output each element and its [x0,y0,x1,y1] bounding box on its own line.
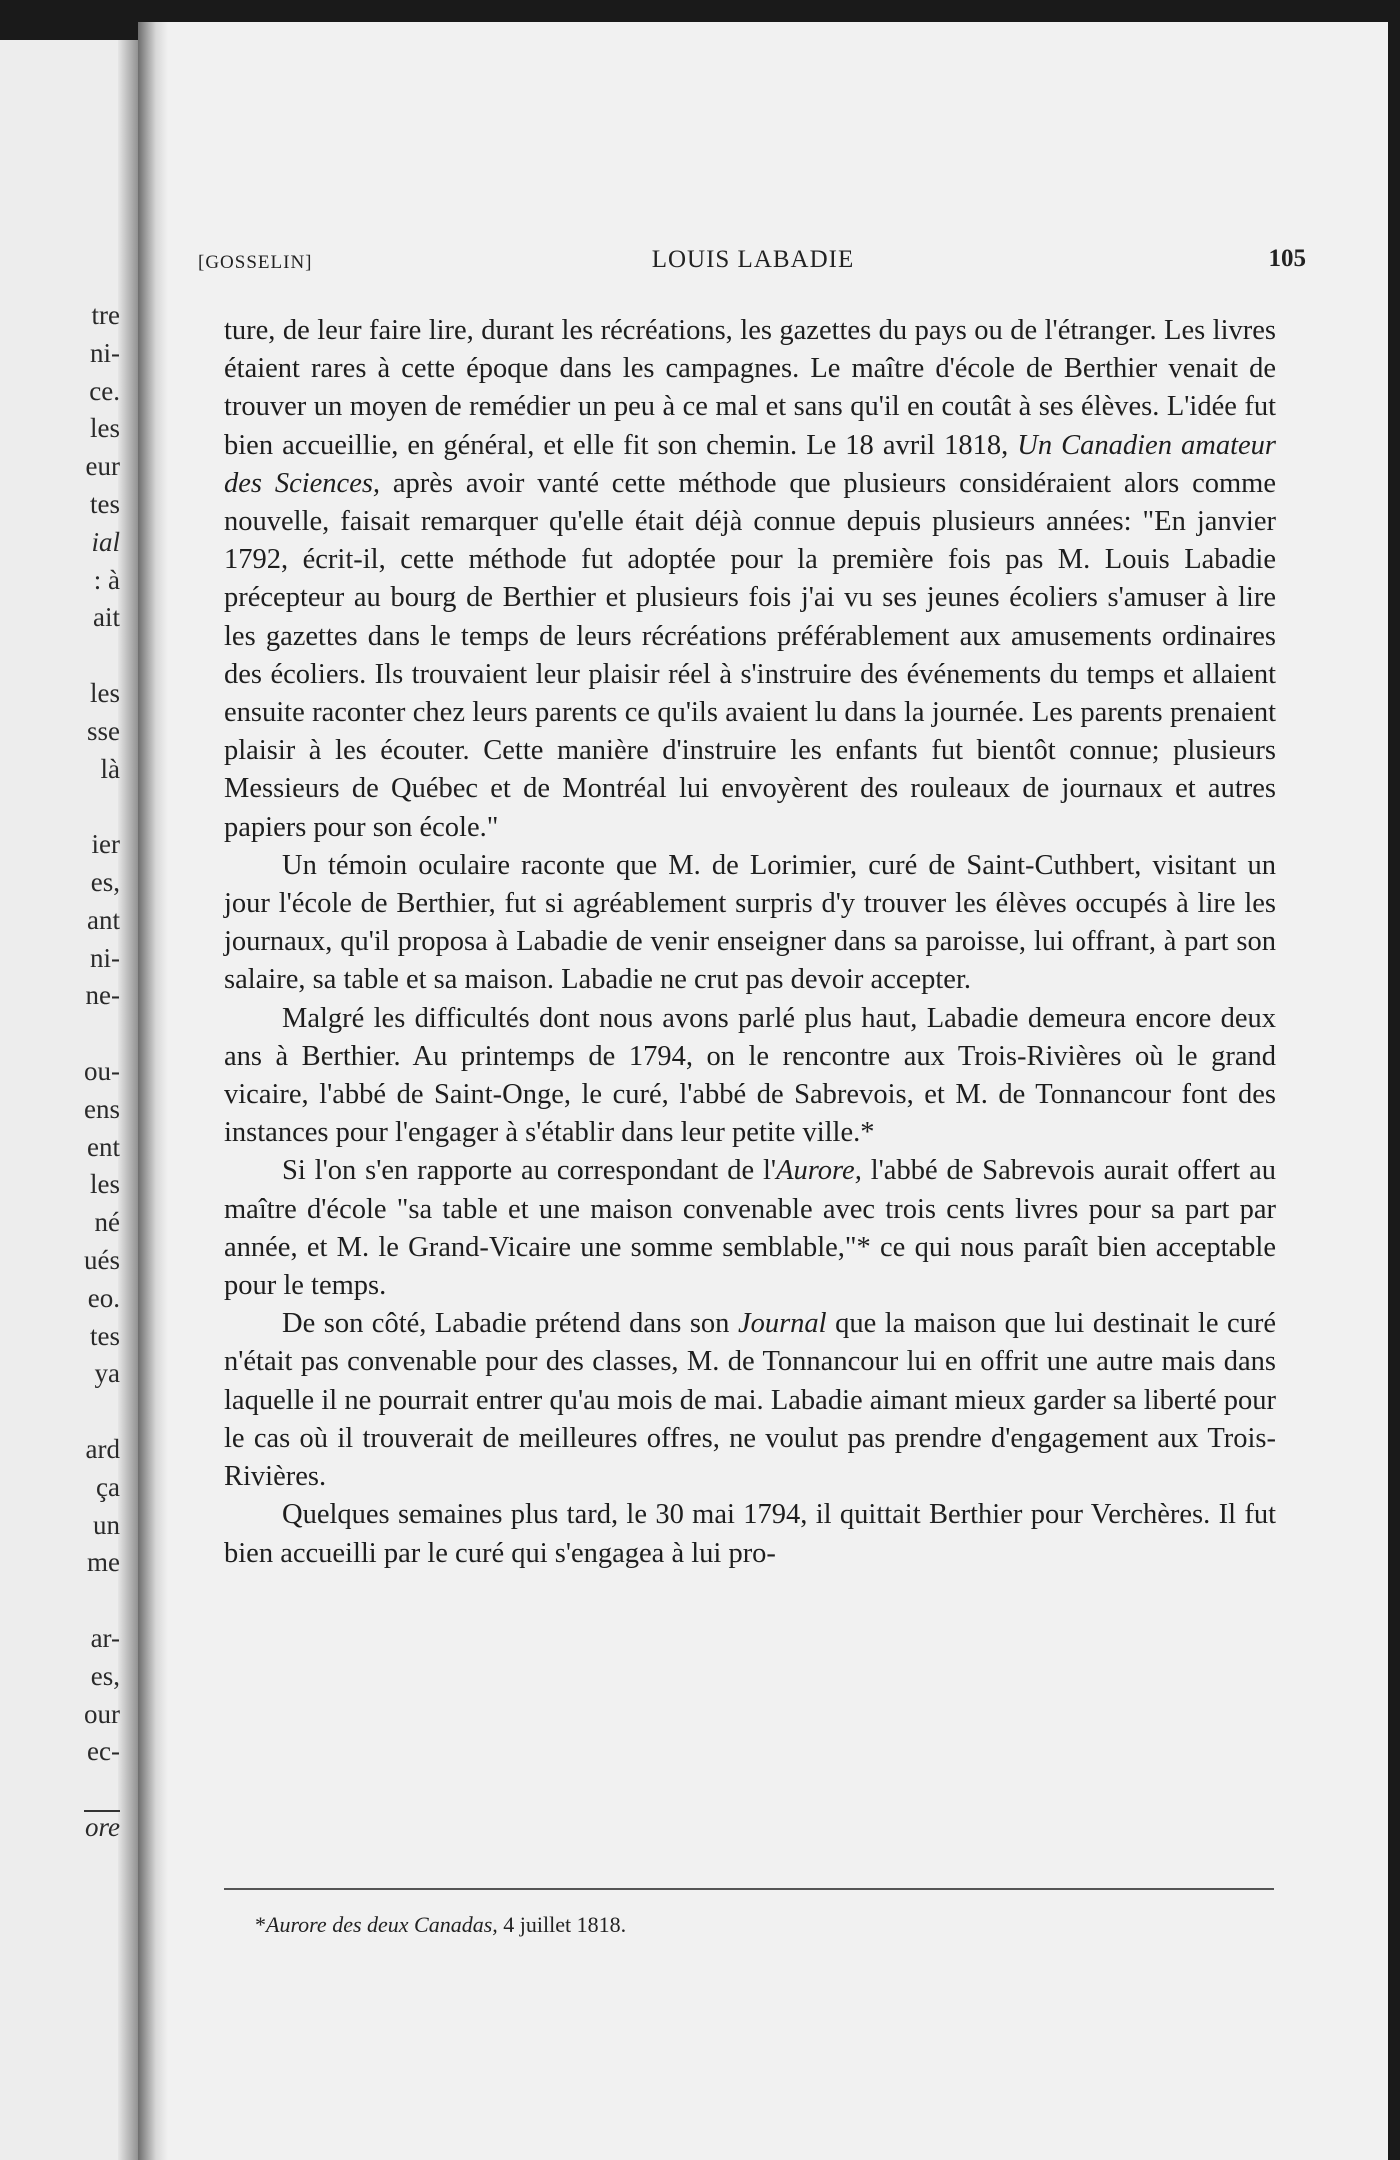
running-header [198,240,1308,280]
facing-page-fragment: eo. [87,1282,120,1313]
facing-page-fragment: là [100,753,120,784]
book-gutter [118,40,140,2160]
facing-page-edge [0,40,140,2160]
facing-page-fragment: ar- [90,1623,120,1653]
facing-page-fragment: ni- [90,942,120,973]
facing-page-fragment: ial [91,526,120,557]
paragraph: ture, de leur faire lire, durant les récréations, les gazettes du pays ou de l'étranger. Les livres étaient rares à cette époque dans les campagnes. Le maître d'école de Berthier venait de trouver un moyen de remédier un peu à ce mal et sans qu'il en coutât à ses élèves. L'idée fut bien accueillie, en général, et elle fit son chemin. Le 18 avril 1818, Un Canadien amateur des Sciences, après avoir vanté cette méthode que plusieurs considéraient alors comme nouvelle, faisait remarquer qu'elle était déjà connue depuis plusieurs années: "En janvier 1792, écrit-il, cette méthode fut adoptée pour la première fois pas M. Louis Labadie précepteur au bourg de Berthier et plusieurs fois j'ai vu ses jeunes écoliers s'amuser à lire les gazettes dans le temps de leurs récréations préférablement aux amusements ordinaires des écoliers. Ils trouvaient leur plaisir réel à s'instruire des événements du temps et allaient ensuite raconter chez leurs parents ce qu'ils avaient lu dans la journée. Les parents prenaient plaisir à les écouter. Cette manière d'instruire les enfants fut bientôt connue; plusieurs Messieurs de Québec et de Montréal lui envoyèrent des rouleaux de journaux et autres papiers pour son école." [224,315,1276,843]
facing-page-fragment: me [87,1547,120,1578]
facing-page-fragment: tre [91,300,120,330]
footnote-rule [224,1888,1274,1890]
facing-page-fragment: ore [85,1812,120,1842]
facing-page-fragment: es, [90,867,120,897]
footnote: *Aurore des deux Canadas, 4 juillet 1818. [255,1912,627,1937]
facing-page-fragment: ier [91,829,120,860]
header-title: LOUIS LABADIE [651,246,855,273]
facing-page-fragment: tes [90,1320,120,1351]
facing-page-fragment: les [90,413,120,444]
paragraph: Si l'on s'en rapporte au correspondant de l'Aurore, l'abbé de Sabrevois aurait offert au maître d'école "sa table et une maison convenable avec trois cents livres pour sa part par année, et M. le Grand-Vicaire une somme semblable,"* ce qui nous paraît bien acceptable pour le temps. [224,1155,1276,1302]
header-author: [GOSSELIN] [198,252,313,273]
facing-page-fragment: ya [94,1358,120,1389]
facing-page-fragment: ant [87,904,120,935]
facing-page-fragment: ou- [84,1056,120,1086]
body-text [224,312,1276,1573]
page-number: 105 [1268,245,1306,272]
facing-page-fragment: les [90,678,120,708]
facing-page-fragment: : à [93,564,120,595]
paragraph: Malgré les difficultés dont nous avons parlé plus haut, Labadie demeura encore deux ans à Berthier. Au printemps de 1794, on le rencontre aux Trois-Rivières où le grand vicaire, l'abbé de Saint-Onge, le curé, l'abbé de Sabrevois, et M. de Tonnancour font des instances pour l'engager à s'établir dans leur petite ville.* [224,1002,1276,1149]
paragraph: Un témoin oculaire raconte que M. de Lorimier, curé de Saint-Cuthbert, visitant un jour l'école de Berthier, fut si agréablement surpris d'y trouver les élèves occupés à lire les journaux, qu'il proposa à Labadie de venir enseigner dans sa paroisse, lui offrant, à part son salaire, sa table et sa maison. Labadie ne crut pas devoir accepter. [224,849,1276,996]
book-page [138,22,1388,2160]
facing-page-fragment: eur [85,451,120,482]
paragraph: Quelques semaines plus tard, le 30 mai 1794, il quittait Berthier pour Verchères. Il fut bien accueilli par le curé qui s'engagea à lui pro- [224,1499,1276,1569]
facing-page-fragment: ard [85,1434,120,1464]
facing-page-fragment: es, [90,1660,120,1691]
facing-page-fragment: ens [84,1093,120,1124]
paragraph: De son côté, Labadie prétend dans son Journal que la maison que lui destinait le curé n'était pas convenable pour des classes, M. de Tonnancour lui en offrit une autre mais dans laquelle il ne pourrait entrer qu'au mois de mai. Labadie aimant mieux garder sa liberté pour le cas où il trouverait de meilleures offres, ne voulut pas prendre d'engagement aux Trois-Rivières. [224,1308,1277,1493]
facing-page-fragment: un [93,1509,120,1540]
facing-page-fragment: ent [87,1131,120,1162]
facing-page-fragment: ait [93,602,120,633]
facing-page-fragment: ec- [87,1736,120,1767]
facing-page-fragment: ne- [85,980,120,1011]
facing-page-fragment: ni- [90,337,120,368]
facing-page-fragment: tes [90,489,120,519]
facing-page-fragment: our [84,1698,120,1729]
facing-page-fragment: ce. [89,375,120,406]
facing-page-fragment: né [94,1207,120,1238]
facing-page-footnote-rule [84,1810,120,1812]
facing-page-fragment: ués [84,1245,120,1275]
facing-page-fragment: sse [87,715,120,746]
page-curve-shadow [138,22,168,2160]
facing-page-fragment: les [90,1169,120,1200]
facing-page-fragment: ça [96,1471,120,1502]
